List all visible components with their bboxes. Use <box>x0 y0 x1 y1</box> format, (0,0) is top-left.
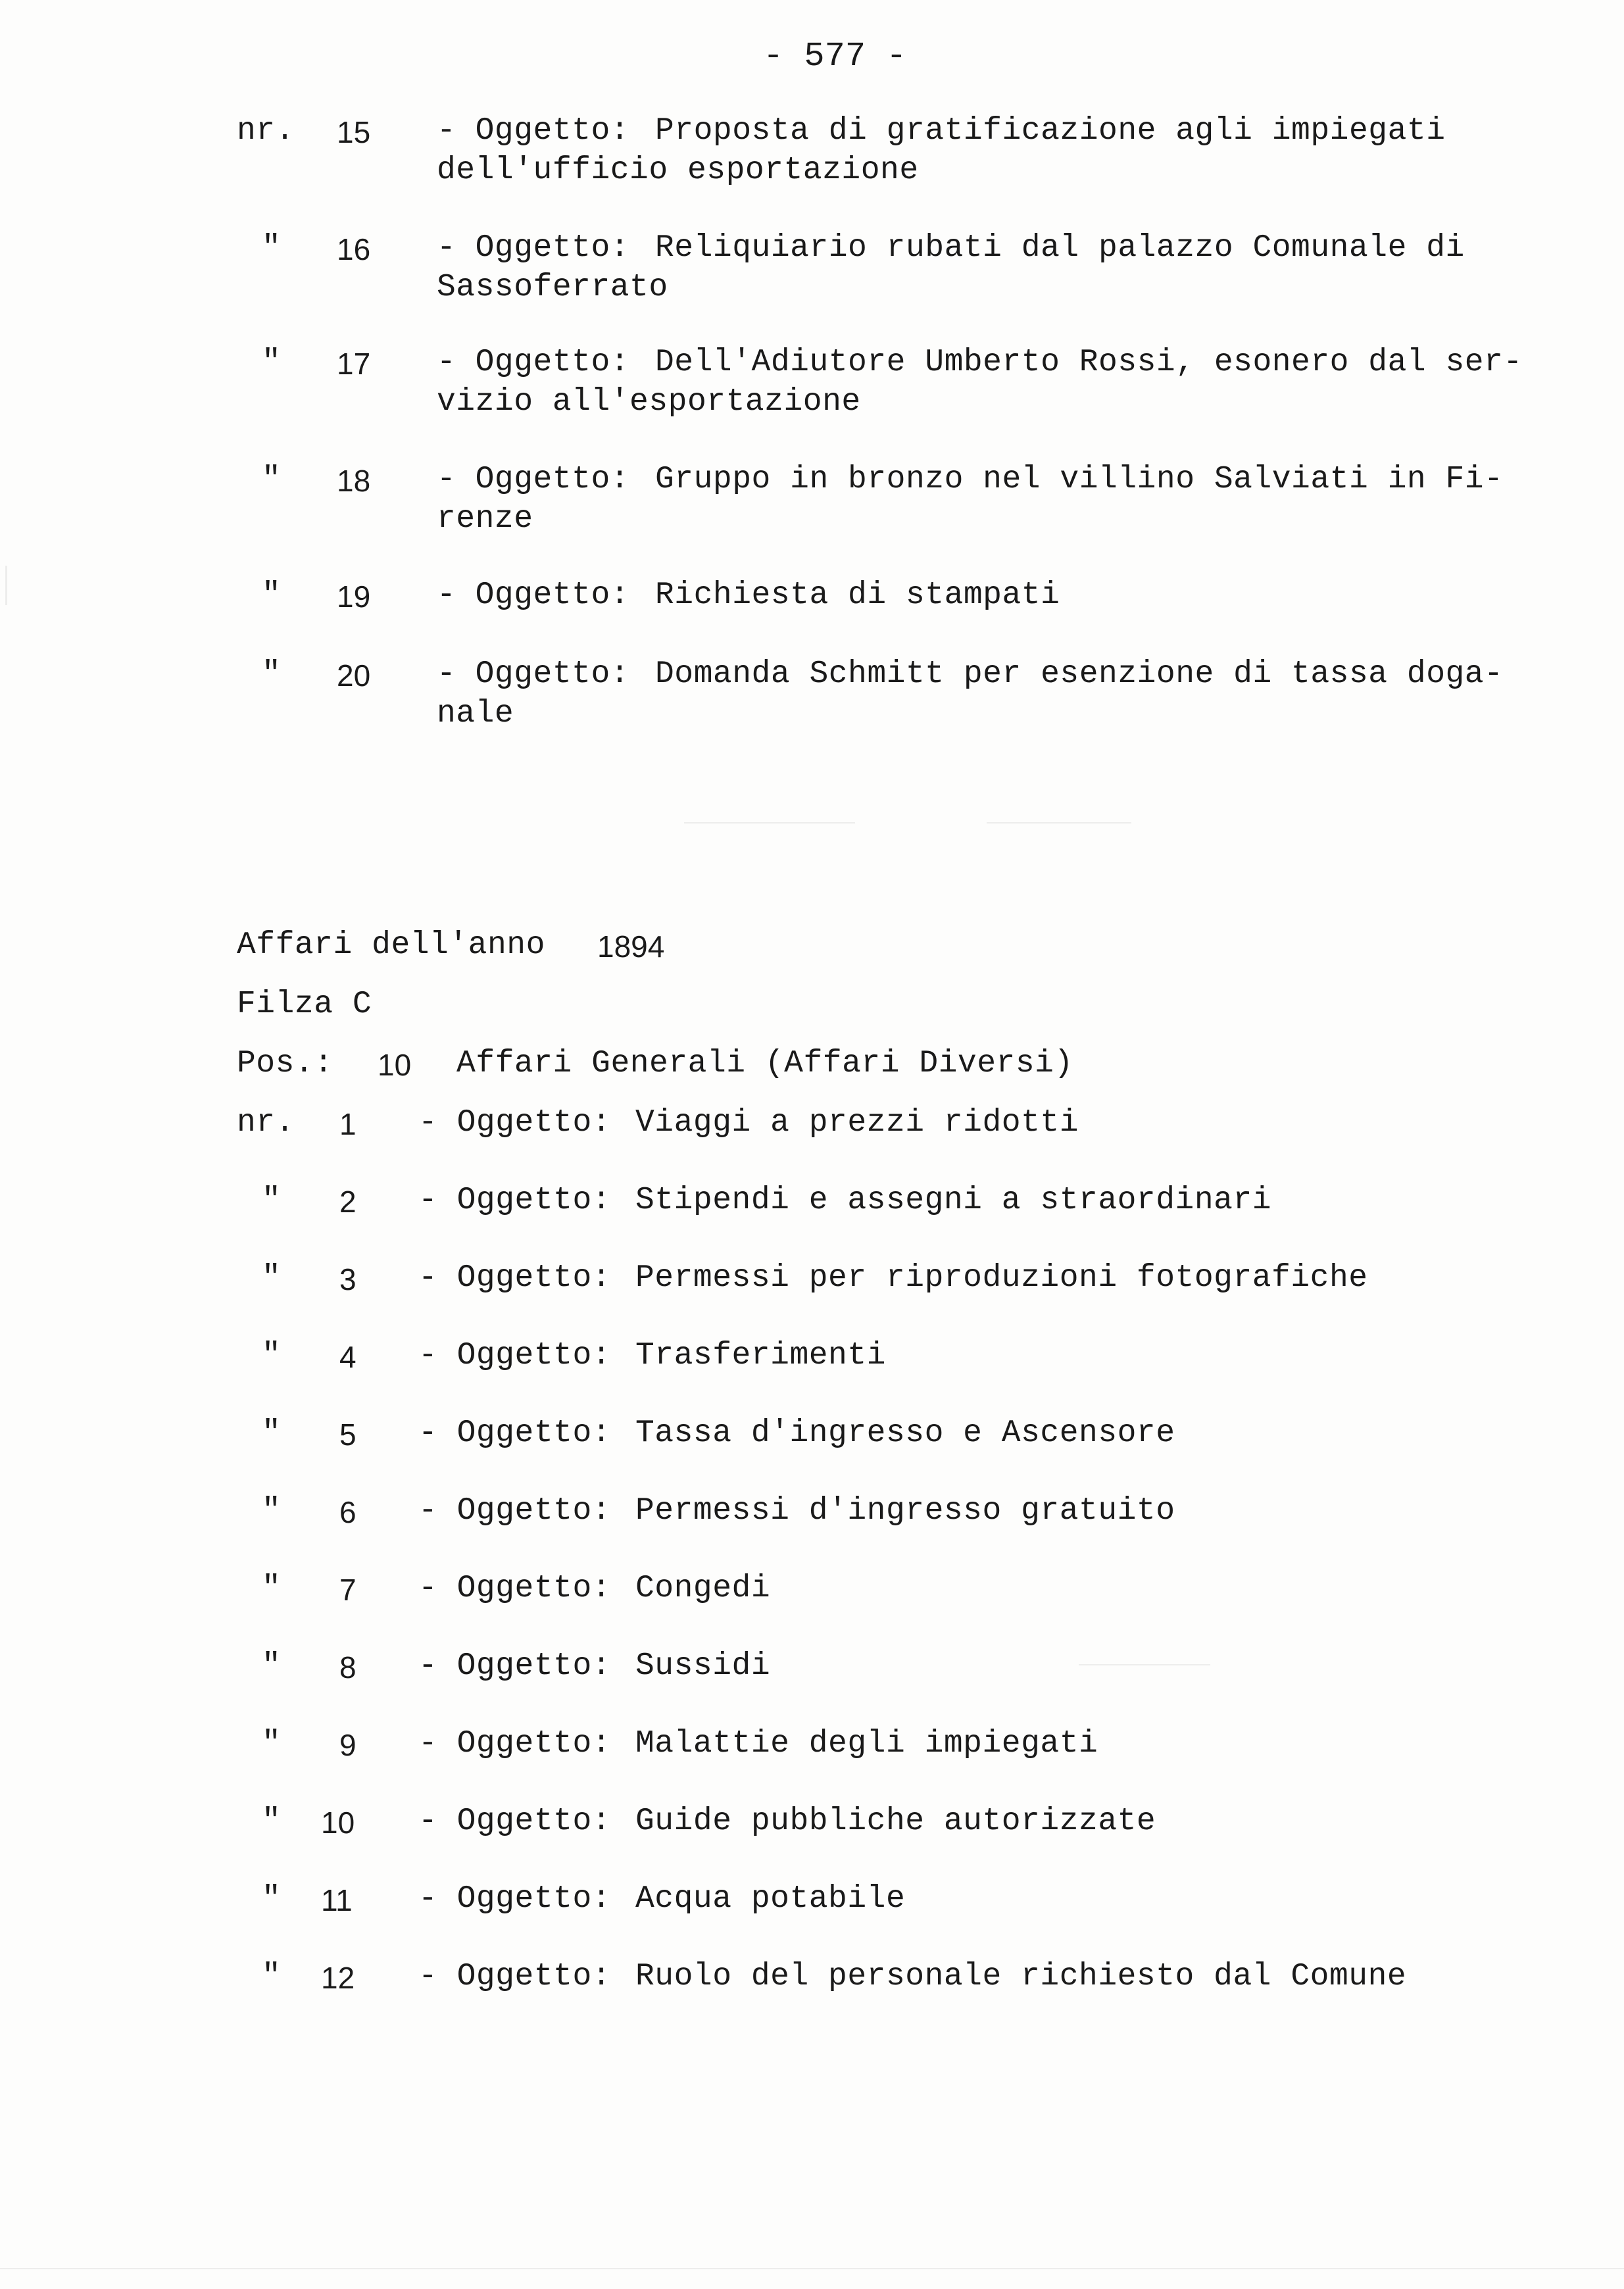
entry-marker: - Oggetto: <box>418 1881 612 1917</box>
entry-number: 2 <box>339 1185 357 1219</box>
entry-subject: Dell'Adiutore Umberto Rossi, esonero dal ser- <box>655 345 1523 380</box>
entry-marker: - Oggetto: <box>418 1338 612 1373</box>
pos-number: 10 <box>378 1048 412 1082</box>
entry-marker: - Oggetto: <box>437 113 630 149</box>
entry-marker: - Oggetto: <box>437 345 630 380</box>
pos-title: Affari Generali (Affari Diversi) <box>456 1046 1073 1081</box>
entry-marker: - Oggetto: <box>418 1260 612 1296</box>
entry-prefix: " <box>262 1726 282 1761</box>
entry-prefix: " <box>262 1881 282 1917</box>
entry-subject: Permessi d'ingresso gratuito <box>635 1493 1175 1529</box>
entry-number: 8 <box>339 1650 357 1685</box>
entry-prefix: " <box>262 345 282 380</box>
entry-number: 20 <box>337 658 371 693</box>
scan-mark <box>1079 1664 1210 1665</box>
entry-prefix: " <box>262 1183 282 1218</box>
entry-marker: - Oggetto: <box>437 578 630 613</box>
entry-prefix: " <box>262 1415 282 1451</box>
entry-marker: - Oggetto: <box>418 1648 612 1684</box>
entry-number: 10 <box>321 1806 355 1840</box>
entry-marker: - Oggetto: <box>418 1183 612 1218</box>
entry-subject: Richiesta di stampati <box>655 578 1060 613</box>
entry-subject: Tassa d'ingresso e Ascensore <box>635 1415 1175 1451</box>
entry-marker: - Oggetto: <box>437 230 630 266</box>
entry-subject: Stipendi e assegni a straordinari <box>635 1183 1272 1218</box>
entry-number: 11 <box>321 1883 353 1917</box>
year-value: 1894 <box>597 929 665 964</box>
entry-subject: Proposta di gratificazione agli impiegati <box>655 113 1446 149</box>
entry-number: 18 <box>337 464 371 498</box>
entry-prefix: " <box>262 1260 282 1296</box>
pos-label: Pos.: <box>237 1046 333 1081</box>
entry-subject: Sussidi <box>635 1648 771 1684</box>
entry-subject: Permessi per riproduzioni fotografiche <box>635 1260 1368 1296</box>
entry-marker: - Oggetto: <box>418 1493 612 1529</box>
entry-marker: - Oggetto: <box>418 1571 612 1606</box>
entry-subject: Domanda Schmitt per esenzione di tassa doga- <box>655 656 1504 692</box>
entry-prefix: " <box>262 656 282 692</box>
entry-number: 16 <box>337 232 371 266</box>
entry-prefix: " <box>262 1493 282 1529</box>
page-number: - 577 - <box>763 37 907 76</box>
scan-mark <box>987 822 1131 824</box>
entry-marker: - Oggetto: <box>437 462 630 497</box>
entry-subject-continued: vizio all'esportazione <box>437 384 861 420</box>
entry-number: 15 <box>337 115 371 149</box>
entry-prefix: " <box>262 1959 282 1994</box>
entry-subject: Acqua potabile <box>635 1881 906 1917</box>
scan-mark <box>684 822 855 824</box>
entry-subject: Gruppo in bronzo nel villino Salviati in Fi- <box>655 462 1504 497</box>
entry-subject: Malattie degli impiegati <box>635 1726 1098 1761</box>
entry-subject: Trasferimenti <box>635 1338 886 1373</box>
entry-prefix: " <box>262 1338 282 1373</box>
scan-edge-line <box>0 2268 1624 2269</box>
entry-subject: Congedi <box>635 1571 771 1606</box>
entry-prefix: nr. <box>237 1105 295 1141</box>
entry-prefix: nr. <box>237 113 295 149</box>
entry-number: 17 <box>337 347 371 381</box>
filza-label: Filza C <box>237 987 372 1022</box>
entry-number: 7 <box>339 1573 357 1607</box>
entry-prefix: " <box>262 1571 282 1606</box>
entry-prefix: " <box>262 578 282 613</box>
entry-prefix: " <box>262 1648 282 1684</box>
entry-marker: - Oggetto: <box>418 1726 612 1761</box>
year-label: Affari dell'anno <box>237 927 545 963</box>
entry-subject: Reliquiario rubati dal palazzo Comunale di <box>655 230 1465 266</box>
entry-number: 3 <box>339 1262 357 1296</box>
entry-number: 4 <box>339 1340 357 1374</box>
entry-marker: - Oggetto: <box>418 1415 612 1451</box>
entry-number: 19 <box>337 579 371 614</box>
scan-mark <box>5 566 7 605</box>
entry-subject: Ruolo del personale richiesto dal Comune <box>635 1959 1407 1994</box>
entry-subject-continued: Sassoferrato <box>437 270 668 305</box>
entry-number: 1 <box>339 1107 357 1141</box>
entry-number: 9 <box>339 1728 357 1762</box>
entry-subject-continued: nale <box>437 696 514 731</box>
entry-subject: Guide pubbliche autorizzate <box>635 1804 1156 1839</box>
entry-number: 6 <box>339 1495 357 1529</box>
entry-prefix: " <box>262 1804 282 1839</box>
entry-prefix: " <box>262 230 282 266</box>
entry-prefix: " <box>262 462 282 497</box>
entry-subject-continued: dell'ufficio esportazione <box>437 153 919 188</box>
entry-marker: - Oggetto: <box>437 656 630 692</box>
entry-marker: - Oggetto: <box>418 1804 612 1839</box>
entry-marker: - Oggetto: <box>418 1959 612 1994</box>
entry-marker: - Oggetto: <box>418 1105 612 1141</box>
entry-subject-continued: renze <box>437 501 533 537</box>
entry-subject: Viaggi a prezzi ridotti <box>635 1105 1079 1141</box>
entry-number: 5 <box>339 1417 357 1452</box>
entry-number: 12 <box>321 1961 355 1995</box>
